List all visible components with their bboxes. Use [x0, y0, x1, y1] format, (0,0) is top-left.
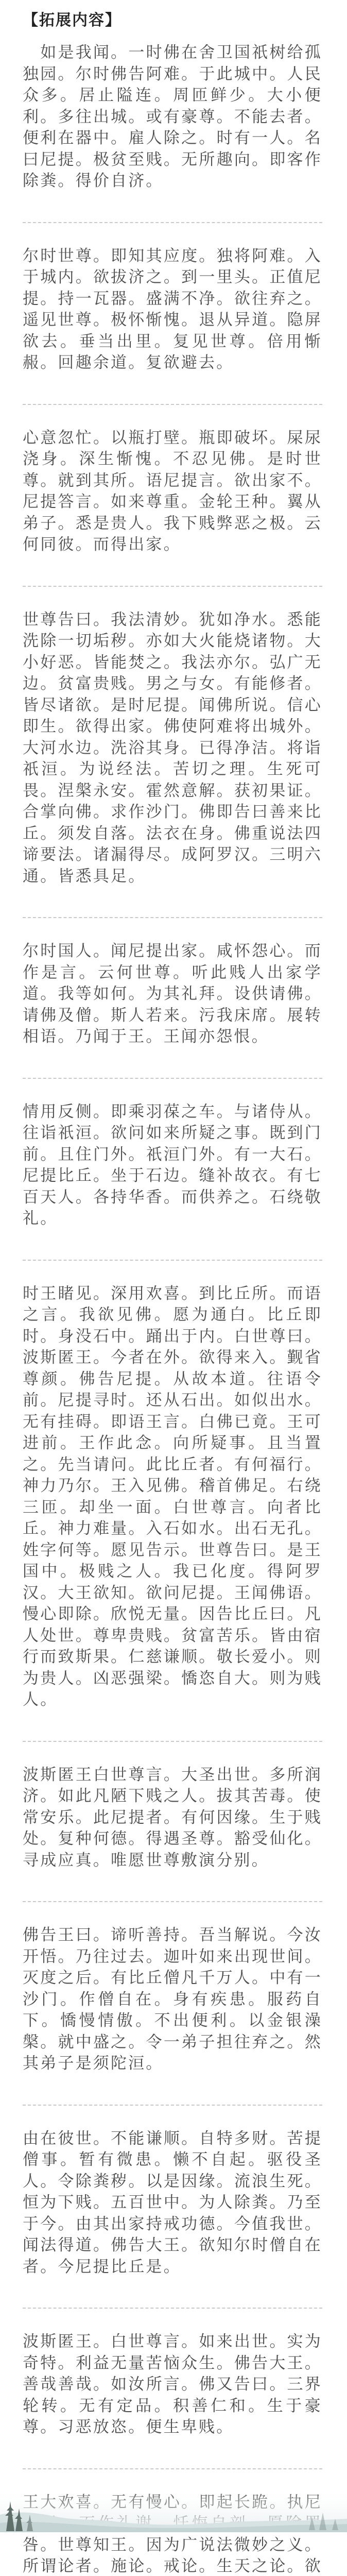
paragraph-block [23, 2331, 322, 2438]
divider [23, 222, 322, 223]
paragraph: 世尊告曰。我法清妙。犹如净水。悉能洗除一切垢秽。亦如大火能烧诸物。大小好恶。皆能焚之。我法亦尔。弘广无边。贫富贵贱。男之与女。有能修者。皆尽诸欲。是时尼提。闻佛所说。信心即生。欲得出家。佛使阿难将出城外。大河水边。洗浴其身。已得净洁。将诣祇洹。为说经法。苦切之理。生死可畏。涅槃永安。霍然意解。获初果证。合掌向佛。求作沙门。佛即告曰善来比丘。须发自落。法衣在身。佛重说法四谛要法。诸漏得尽。成阿罗汉。三明六通。皆悉具足。 [23, 609, 322, 888]
divider [23, 586, 322, 587]
paragraph-block [23, 941, 322, 1048]
paragraph: 尔时世尊。即知其应度。独将阿难。入于城内。欲拔济之。到一里头。正值尼提。持一瓦器。盛满不净。欲往弃之。遥见世尊。极怀惭愧。退从异道。隐屏欲去。垂当出里。复见世尊。倍用惭赧。回趣余道。复欲避去。 [23, 246, 322, 374]
divider [23, 404, 322, 405]
paragraph-block [23, 1101, 322, 1230]
paragraph: 佛告王曰。谛听善持。吾当解说。今汝开悟。乃往过去。迦叶如来出现世间。灭度之后。有比丘僧凡千万人。中有一沙门。作僧自在。身有疾患。服药自下。憍慢情傲。不出便利。以金银澡槃。就中盛之。令一弟子担往弃之。然其弟子是须陀洹。 [23, 1925, 322, 2075]
paragraph: 波斯匿王白世尊言。大圣出世。多所润济。如此凡陋下贱之人。拔其苦毒。使常安乐。此尼提者。有何因缘。生于贱处。复种何德。得遇圣尊。豁受仙化。寻成应真。唯愿世尊敷演分别。 [23, 1765, 322, 1872]
paragraph-block [23, 1283, 322, 1711]
paragraph: 如是我闻。一时佛在舍卫国祇树给孤独园。尔时佛告阿难。于此城中。人民众多。居止隘连。周匝鲜少。大小便利。多往出城。或有豪尊。不能去者。便利在器中。雇人除之。时有一人。名曰尼提。极贫至贱。无所趣向。即客作除粪。得价自济。 [23, 42, 322, 192]
divider [23, 1741, 322, 1742]
paragraph: 波斯匿王。白世尊言。如来出世。实为奇特。利益无量苦恼众生。佛告大王。善哉善哉。如汝所言。佛又告曰。三界轮转。无有定品。积善仁和。生于豪尊。习恶放恣。便生卑贱。 [23, 2331, 322, 2438]
divider [23, 1260, 322, 1261]
divider [23, 2308, 322, 2309]
divider [23, 2105, 322, 2106]
section-heading: 【拓展内容】 [23, 10, 322, 31]
paragraph-block [23, 246, 322, 374]
divider [23, 917, 322, 918]
paragraph: 时王睹见。深用欢喜。到比丘所。而语之言。我欲见佛。愿为通白。比丘即时。身没石中。踊出于内。白世尊曰。波斯匿王。今者在外。欲得来入。觐省尊颜。佛告尼提。从故本道。往语令前。尼提寻时。还从石出。如似出水。无有挂碍。即语王言。白佛已竟。王可进前。王作此念。向所疑事。且当置之。先当请问。此比丘者。有何福行。神力乃尔。王入见佛。稽首佛足。右绕三匝。却坐一面。白世尊言。向者比丘。神力难量。入石如水。出石无孔。姓字何等。愿见告示。世尊告曰。是王国中。极贱之人。我已化度。得阿罗汉。大王欲知。欲问尼提。王闻佛语。慢心即除。欣悦无量。因告比丘曰。凡人处世。尊卑贵贱。贫富苦乐。皆由宿行而致斯果。仁慈谦顺。敬长爱小。则为贵人。凶恶强梁。憍恣自大。则为贱人。 [23, 1283, 322, 1711]
paragraph: 情用反侧。即乘羽葆之车。与诸侍从。往诣祇洹。欲问如来所疑之事。既到门前。且住门外。祇洹门外。有一大石。尼提比丘。坐于石边。缝补故衣。有七百天人。各持华香。而供养之。石绕敬礼。 [23, 1101, 322, 1230]
paragraph-block [23, 42, 322, 192]
paragraph: 咎。世尊知王。因为广说法微妙之义。所谓论者。施论。戒论。生天之论。欲 [23, 2492, 322, 2576]
ink-landscape-illustration [0, 2465, 347, 2532]
paragraph-block [23, 428, 322, 556]
paragraph-block [23, 609, 322, 888]
paragraph-block [23, 2128, 322, 2278]
paragraph: 心意忽忙。以瓶打壁。瓶即破坏。屎尿浇身。深生惭愧。不忍见佛。是时世尊。就到其所。语尼提言。欲出家不。尼提答言。如来尊重。金轮王种。翼从弟子。悉是贵人。我下贱弊恶之极。云何同彼。而得出家。 [23, 428, 322, 556]
divider [23, 1078, 322, 1079]
paragraph: 尔时国人。闻尼提出家。咸怀怨心。而作是言。云何世尊。听此贱人出家学道。我等如何。为其礼拜。设供请佛。请佛及僧。斯人若来。污我床席。展转相语。乃闻于王。王闻亦怨恨。 [23, 941, 322, 1048]
paragraph: 由在彼世。不能谦顺。自特多财。苦提僧事。暂有微患。懒不自起。驱役圣人。令除粪秽。以是因缘。流浪生死。恒为下贱。五百世中。为人除粪。乃至于今。由其出家持戒功德。今值我世。闻法得道。佛告大王。欲知尔时僧自在者。今尼提比丘是。 [23, 2128, 322, 2278]
paragraph-block [23, 1925, 322, 2075]
divider [23, 1901, 322, 1902]
paragraph-block [23, 1765, 322, 1872]
